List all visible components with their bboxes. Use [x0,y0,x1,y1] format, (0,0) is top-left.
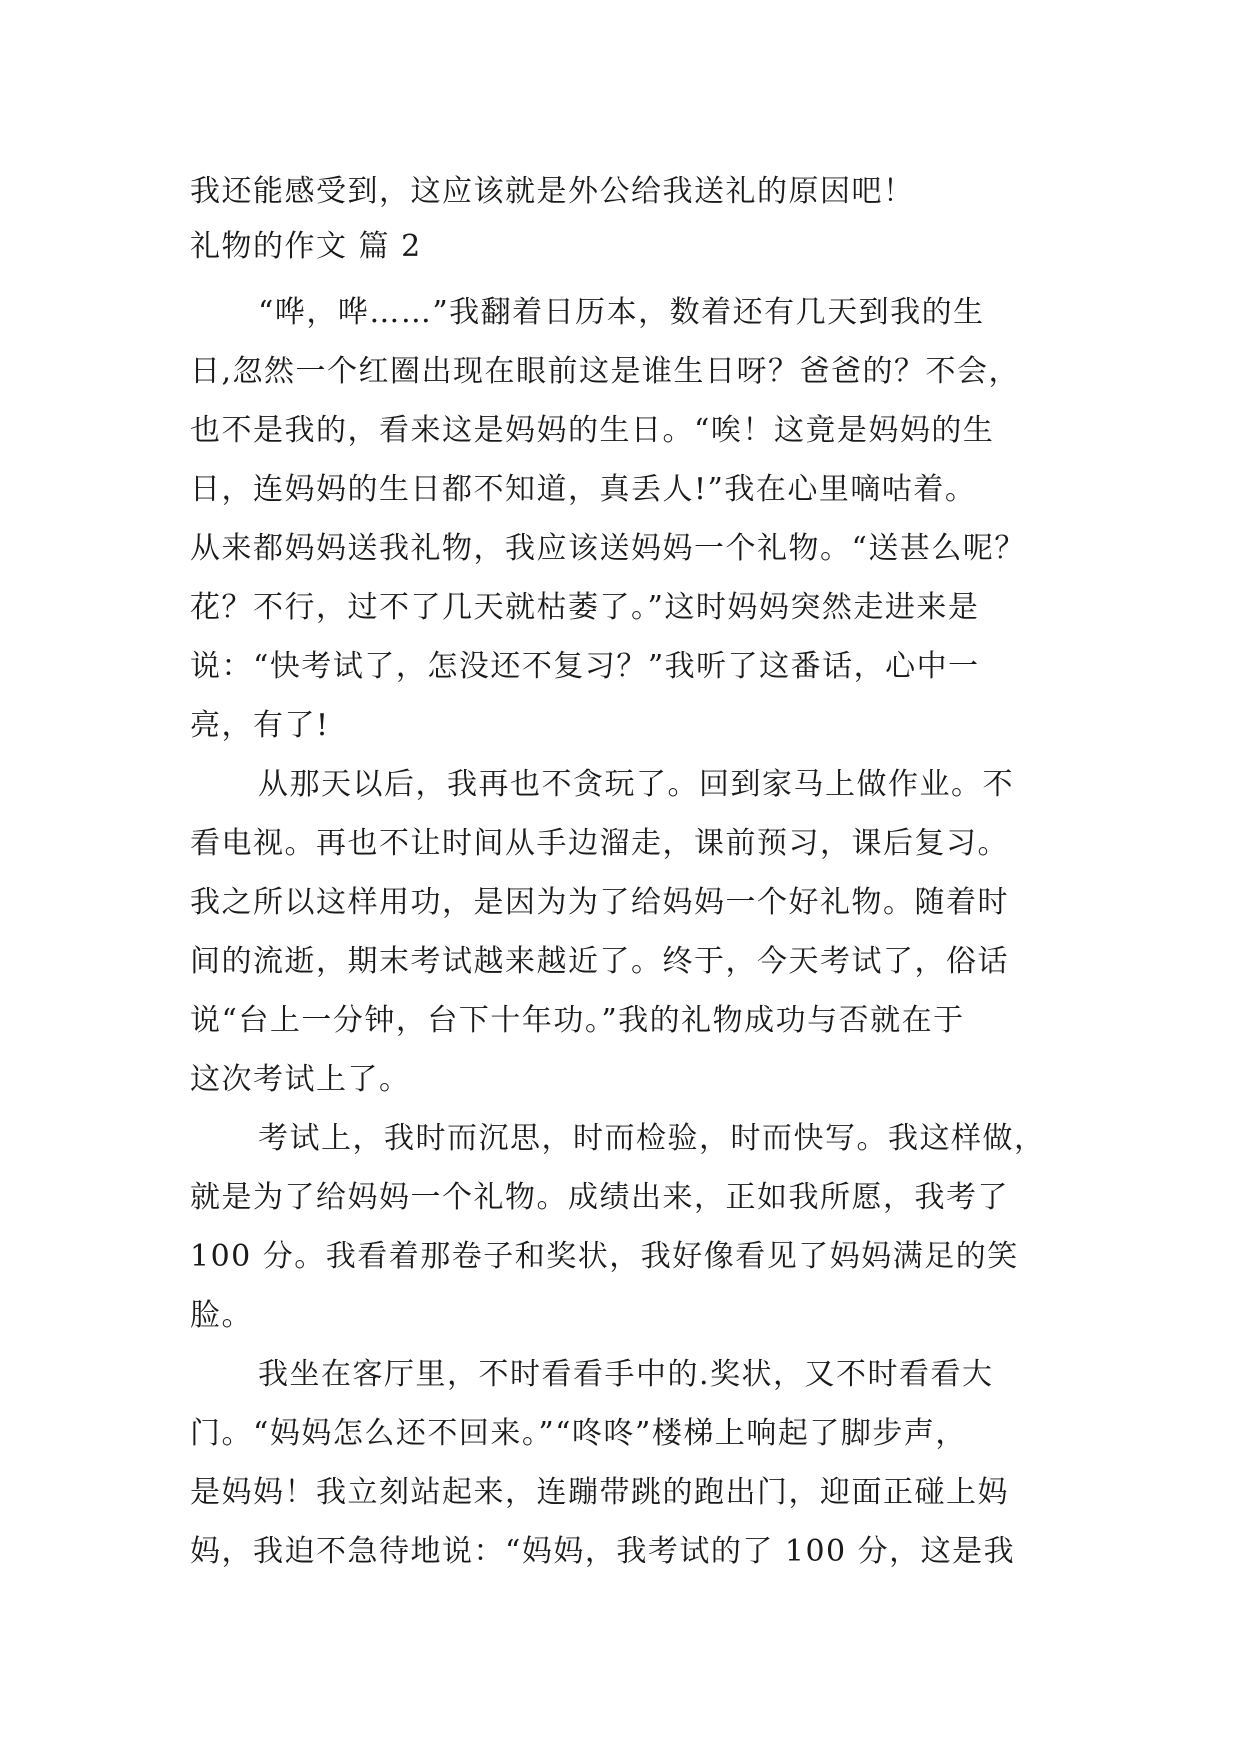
paragraph-line: 就是为了给妈妈一个礼物。成绩出来，正如我所愿，我考了 [190,1180,1009,1215]
paragraph-line: 亮，有了! [190,708,330,743]
paragraph-line: 日,忽然一个红圈出现在眼前这是谁生日呀？爸爸的？不会， [190,354,1021,389]
paragraph-line: 说：“快考试了，怎没还不复习？”我听了这番话，心中一 [190,649,980,684]
paragraph-line: 从来都妈妈送我礼物，我应该送妈妈一个礼物。“送甚么呢？ [190,531,1026,566]
paragraph-line: 这次考试上了。 [190,1062,411,1097]
paragraph-4 [190,1345,1070,1581]
paragraph-line: 妈，我迫不急待地说：“妈妈，我考试的了 100 分，这是我 [190,1534,1016,1569]
paragraph-line: 脸。 [190,1298,253,1333]
paragraph-line: 我坐在客厅里，不时看看手中的.奖状，又不时看看大 [258,1357,994,1392]
paragraph-line: 考试上，我时而沉思，时而检验，时而快写。我这样做， [258,1121,1046,1156]
paragraph-line: 100 分。我看着那卷子和奖状，我好像看见了妈妈满足的笑 [190,1239,1019,1274]
paragraph-2 [190,755,1070,1109]
intro-line: 我还能感受到，这应该就是外公给我送礼的原因吧！ [190,174,915,209]
document-body [190,162,1070,1581]
paragraph-line: 是妈妈！我立刻站起来，连蹦带跳的跑出门，迎面正碰上妈 [190,1475,1009,1510]
paragraph-line: 说“台上一分钟，台下十年功。”我的礼物成功与否就在于 [190,1003,965,1038]
paragraph-line: 花？不行，过不了几天就枯萎了。”这时妈妈突然走进来是 [190,590,980,625]
paragraph-line: 我之所以这样用功，是因为为了给妈妈一个好礼物。随着时 [190,885,1009,920]
paragraph-line: 从那天以后，我再也不贪玩了。回到家马上做作业。不 [258,767,1014,802]
paragraph-line: 门。“妈妈怎么还不回来。”“咚咚”楼梯上响起了脚步声， [190,1416,967,1451]
essay-heading: 礼物的作文 篇 2 [190,229,422,264]
paragraph-line: 间的流逝，期末考试越来越近了。终于，今天考试了，俗话 [190,944,1009,979]
paragraph-1 [190,283,1070,755]
paragraph-line: 日，连妈妈的生日都不知道，真丢人!”我在心里嘀咕着。 [190,472,977,507]
paragraph-line: “哗，哗……”我翻着日历本，数着还有几天到我的生 [258,295,985,330]
paragraph-line: 看电视。再也不让时间从手边溜走，课前预习，课后复习。 [190,826,1009,861]
paragraph-3 [190,1109,1070,1345]
paragraph-line: 也不是我的，看来这是妈妈的生日。“唉！这竟是妈妈的生 [190,413,995,448]
